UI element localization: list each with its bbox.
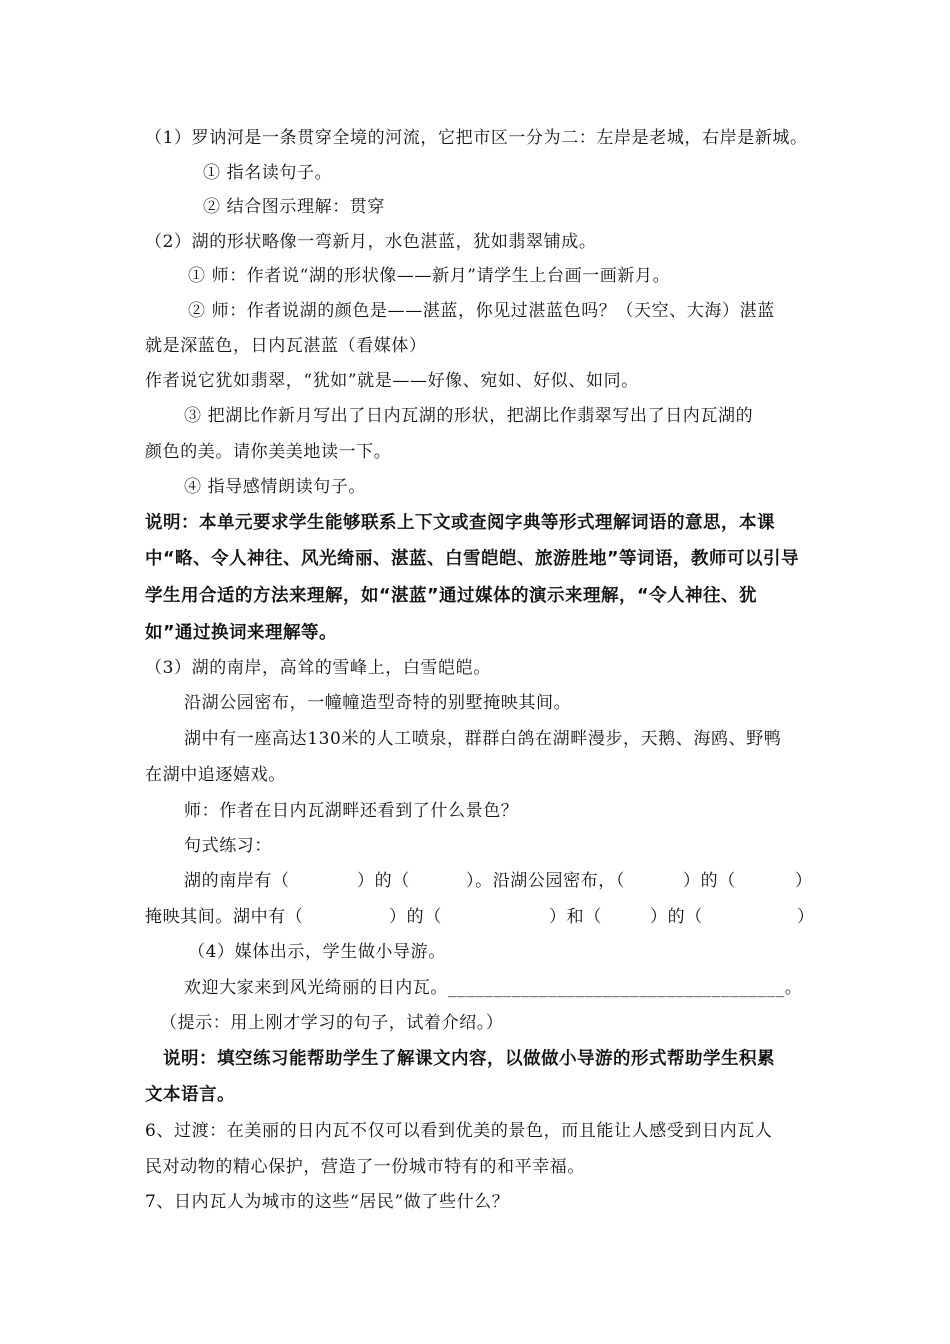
paragraph-line: （2）湖的形状略像一弯新月，水色湛蓝，犹如翡翠铺成。 bbox=[145, 232, 597, 252]
paragraph-line: 民对动物的精心保护，营造了一份城市特有的和平幸福。 bbox=[145, 1157, 585, 1177]
note-bold-line: 学生用合适的方法来理解，如“湛蓝”通过媒体的演示来理解，“令人神往、犹 bbox=[145, 586, 758, 606]
paragraph-line: 7、日内瓦人为城市的这些“居民”做了些什么？ bbox=[145, 1192, 510, 1212]
note-bold-line: 说明：填空练习能帮助学生了解课文内容，以做做小导游的形式帮助学生积累 bbox=[163, 1049, 775, 1069]
blank-segment: ）的（ bbox=[389, 907, 442, 927]
paragraph-line: 师：作者在日内瓦湖畔还看到了什么景色？ bbox=[184, 801, 519, 821]
paragraph-line: ② 结合图示理解：贯穿 bbox=[203, 197, 386, 217]
paragraph-line: （4）媒体出示，学生做小导游。 bbox=[188, 942, 446, 962]
paragraph-line: 6、过渡：在美丽的日内瓦不仅可以看到优美的景色，而且能让人感受到日内瓦人 bbox=[145, 1121, 773, 1141]
paragraph-line: 句式练习： bbox=[184, 836, 272, 856]
blank-segment: ）的（ bbox=[357, 871, 410, 891]
note-bold-line: 中“略、令人神往、风光绮丽、湛蓝、白雪皑皑、旅游胜地”等词语，教师可以引导 bbox=[145, 549, 800, 569]
blank-segment: ）的（ bbox=[683, 871, 736, 891]
paragraph-line: 在湖中追逐嬉戏。 bbox=[145, 765, 286, 785]
paragraph-line: ① 指名读句子。 bbox=[203, 163, 333, 183]
paragraph-line: ③ 把湖比作新月写出了日内瓦湖的形状，把湖比作翡翠写出了日内瓦湖的 bbox=[184, 406, 754, 426]
paragraph-line: ② 师：作者说湖的颜色是——湛蓝，你见过湛蓝色吗？（天空、大海）湛蓝 bbox=[188, 301, 775, 321]
blank-segment: ）的（ bbox=[650, 907, 703, 927]
note-bold-line: 如”通过换词来理解等。 bbox=[145, 623, 338, 643]
paragraph-line: （3）湖的南岸，高耸的雪峰上，白雪皑皑。 bbox=[145, 658, 491, 678]
paragraph-line: 作者说它犹如翡翠，“犹如”就是——好像、宛如、好似、如同。 bbox=[145, 371, 639, 391]
blank-segment: 掩映其间。湖中有（ bbox=[145, 907, 304, 927]
paragraph-line: 沿湖公园密布，一幢幢造型奇特的别墅掩映其间。 bbox=[184, 693, 572, 713]
paragraph-line: （1）罗讷河是一条贯穿全境的河流，它把市区一分为二：左岸是老城，右岸是新城。 bbox=[145, 128, 808, 148]
paragraph-line: （提示：用上刚才学习的句子，试着介绍。） bbox=[160, 1013, 504, 1033]
paragraph-line: 湖中有一座高达130米的人工喷泉，群群白鸽在湖畔漫步，天鹅、海鸥、野鸭 bbox=[184, 729, 782, 749]
paragraph-line: 欢迎大家来到风光绮丽的日内瓦。_____________________________________。 bbox=[184, 978, 803, 998]
blank-segment: ）和（ bbox=[549, 907, 602, 927]
blank-segment: ） bbox=[795, 871, 813, 891]
paragraph-line: 就是深蓝色，日内瓦湛蓝（看媒体） bbox=[145, 336, 427, 356]
paragraph-line: ① 师：作者说“湖的形状像——新月”请学生上台画一画新月。 bbox=[188, 266, 671, 286]
blank-segment: ）。沿湖公园密布，（ bbox=[466, 871, 625, 891]
paragraph-line: ④ 指导感情朗读句子。 bbox=[184, 477, 367, 497]
blank-segment: ） bbox=[797, 907, 815, 927]
blank-segment: 湖的南岸有（ bbox=[184, 871, 290, 891]
paragraph-line: 颜色的美。请你美美地读一下。 bbox=[145, 442, 392, 462]
note-bold-line: 说明：本单元要求学生能够联系上下文或查阅字典等形式理解词语的意思，本课 bbox=[145, 513, 775, 533]
note-bold-line: 文本语言。 bbox=[145, 1085, 235, 1105]
